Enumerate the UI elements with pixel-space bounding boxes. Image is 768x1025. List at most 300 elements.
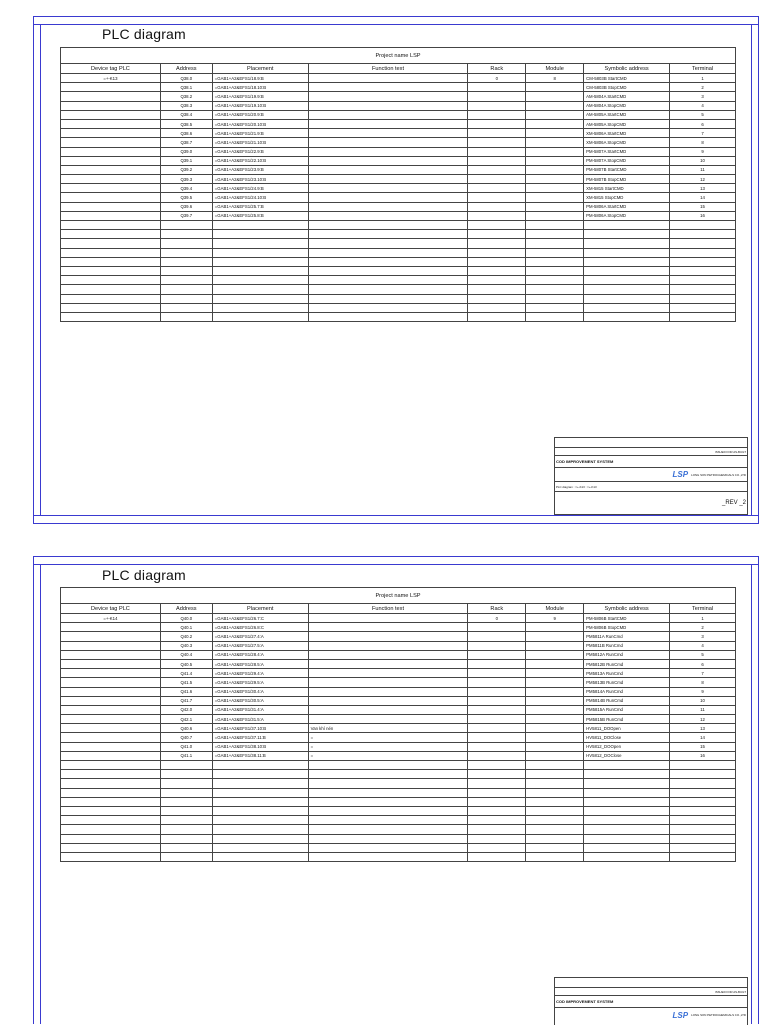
table-cell: [61, 110, 161, 119]
table-cell: [61, 669, 161, 678]
table-cell: 3: [670, 632, 736, 641]
table-cell: [308, 696, 468, 705]
table-cell: [308, 92, 468, 101]
table-cell: 8: [670, 678, 736, 687]
column-header: Function text: [308, 604, 468, 614]
table-cell: Q39.6: [160, 202, 212, 211]
table-row: [61, 669, 736, 678]
table-cell: AM-5804A StopCMD: [584, 101, 670, 110]
table-cell: [468, 138, 526, 147]
table-cell: [308, 147, 468, 156]
table-cell: =GAB1+A2&EFS1/27.4:A: [212, 632, 308, 641]
table-row: [61, 92, 736, 101]
table-cell: Q40.5: [160, 659, 212, 668]
table-cell: PM5813B RunCmd: [584, 678, 670, 687]
table-cell: [61, 147, 161, 156]
table-cell: =GAB1+A2&EFS1/24.9:B: [212, 184, 308, 193]
table-cell: [308, 74, 468, 83]
table-cell: [308, 138, 468, 147]
plc-table: [60, 587, 736, 862]
table-cell: 8: [670, 138, 736, 147]
table-cell: PM-5806B StartCMD: [584, 614, 670, 623]
table-cell: Q41.1: [160, 751, 212, 760]
table-cell: XM-5815 StopCMD: [584, 193, 670, 202]
table-cell: [61, 129, 161, 138]
table-cell: 15: [670, 202, 736, 211]
row-ruler: [34, 24, 41, 516]
table-row: [61, 83, 736, 92]
table-cell: PM5815A RunCmd: [584, 705, 670, 714]
empty-row: [61, 843, 736, 852]
row-ruler: [34, 564, 41, 1024]
table-row: [61, 751, 736, 760]
table-cell: Q38.3: [160, 101, 212, 110]
column-header: Symbolic address: [584, 64, 670, 74]
table-cell: [61, 193, 161, 202]
column-header: Placement: [212, 64, 308, 74]
table-cell: [308, 175, 468, 184]
table-cell: [526, 147, 584, 156]
table-row: [61, 623, 736, 632]
table-cell: =GAB1+A2&EFS1/20.9:B: [212, 110, 308, 119]
column-header: Module: [526, 604, 584, 614]
table-cell: [308, 641, 468, 650]
table-cell: [526, 632, 584, 641]
table-cell: AM-5805A StartCMD: [584, 110, 670, 119]
project-name: Project name LSP: [61, 588, 736, 604]
table-cell: 1: [670, 74, 736, 83]
table-row: [61, 724, 736, 733]
table-cell: [308, 678, 468, 687]
lsp-logo: LSP: [672, 470, 689, 479]
table-cell: =GAB1+A2&EFS1/19.9:B: [212, 92, 308, 101]
table-cell: Q38.6: [160, 129, 212, 138]
table-row: [61, 696, 736, 705]
table-cell: Q38.1: [160, 83, 212, 92]
column-header: Device tag PLC: [61, 604, 161, 614]
table-cell: [526, 184, 584, 193]
table-cell: 6: [670, 119, 736, 128]
table-cell: [526, 165, 584, 174]
table-cell: Q40.4: [160, 650, 212, 659]
table-cell: [526, 733, 584, 742]
table-cell: Q38.4: [160, 110, 212, 119]
table-cell: [308, 165, 468, 174]
table-cell: [468, 669, 526, 678]
table-row: [61, 129, 736, 138]
empty-row: [61, 294, 736, 303]
table-cell: [526, 696, 584, 705]
table-row: [61, 715, 736, 724]
table-cell: [61, 678, 161, 687]
table-cell: HV5811_DOClose: [584, 733, 670, 742]
empty-row: [61, 266, 736, 275]
table-cell: =GAB1+A2&EFS1/31.4:A: [212, 705, 308, 714]
table-cell: Q39.1: [160, 156, 212, 165]
table-cell: [468, 678, 526, 687]
table-cell: 4: [670, 101, 736, 110]
page-title: PLC diagram: [102, 567, 186, 583]
table-cell: =GAB1+A2&EFS1/29.5:A: [212, 678, 308, 687]
table-cell: HV5812_DOOpen: [584, 742, 670, 751]
table-cell: AM-5805A StopCMD: [584, 119, 670, 128]
table-cell: =GAB1+A2&EFS1/38.10:B: [212, 742, 308, 751]
table-row: [61, 678, 736, 687]
table-cell: [468, 705, 526, 714]
table-cell: [61, 184, 161, 193]
table-cell: [468, 101, 526, 110]
empty-row: [61, 303, 736, 312]
table-cell: Q40.2: [160, 632, 212, 641]
table-cell: PM5814B RunCmd: [584, 696, 670, 705]
table-cell: =GAB1+A2&EFS1/25.8:B: [212, 211, 308, 220]
table-cell: [468, 193, 526, 202]
table-cell: =GAB1+A2&EFS1/21.10:B: [212, 138, 308, 147]
table-cell: Q41.0: [160, 742, 212, 751]
table-cell: [61, 733, 161, 742]
table-cell: [526, 101, 584, 110]
table-row: [61, 632, 736, 641]
table-cell: [308, 110, 468, 119]
empty-row: [61, 257, 736, 266]
table-cell: =GAB1+A2&EFS1/24.10:B: [212, 193, 308, 202]
table-cell: [468, 202, 526, 211]
table-cell: 16: [670, 751, 736, 760]
table-cell: [61, 724, 161, 733]
table-row: [61, 202, 736, 211]
table-cell: PM-5807B StartCMD: [584, 165, 670, 174]
table-row: [61, 165, 736, 174]
table-cell: [526, 211, 584, 220]
table-cell: XM-5806A StopCMD: [584, 138, 670, 147]
table-row: [61, 147, 736, 156]
table-cell: [308, 211, 468, 220]
table-cell: PM-5807B StopCMD: [584, 175, 670, 184]
table-cell: =GAB1+A2&EFS1/18.10:B: [212, 83, 308, 92]
table-cell: =GAB1+A2&EFS1/37.11:B: [212, 733, 308, 742]
table-cell: 9: [670, 147, 736, 156]
table-cell: [526, 156, 584, 165]
table-cell: Q41.7: [160, 696, 212, 705]
empty-row: [61, 248, 736, 257]
table-cell: PM5812B RunCmd: [584, 659, 670, 668]
table-cell: 1: [670, 614, 736, 623]
table-row: [61, 101, 736, 110]
table-row: [61, 742, 736, 751]
table-row: [61, 184, 736, 193]
table-cell: [61, 715, 161, 724]
empty-row: [61, 312, 736, 321]
table-cell: Q38.0: [160, 74, 212, 83]
table-cell: [468, 724, 526, 733]
table-cell: [61, 632, 161, 641]
empty-row: [61, 276, 736, 285]
table-row: [61, 614, 736, 623]
table-cell: [468, 92, 526, 101]
system-label: COD IMPROVEMENT SYSTEM: [555, 996, 747, 1008]
table-cell: 12: [670, 175, 736, 184]
table-cell: [468, 696, 526, 705]
table-cell: PM5811A RunCmd: [584, 632, 670, 641]
empty-row: [61, 285, 736, 294]
table-cell: Q40.6: [160, 724, 212, 733]
table-cell: [61, 659, 161, 668]
empty-row: [61, 825, 736, 834]
table-cell: [308, 632, 468, 641]
table-cell: [468, 715, 526, 724]
table-cell: Van khí nén: [308, 724, 468, 733]
table-cell: 2: [670, 83, 736, 92]
table-cell: =: [308, 751, 468, 760]
column-header: Terminal: [670, 64, 736, 74]
table-cell: [526, 83, 584, 92]
table-cell: [468, 687, 526, 696]
table-cell: XM-5815 StartCMD: [584, 184, 670, 193]
table-cell: [468, 659, 526, 668]
table-cell: 13: [670, 184, 736, 193]
table-cell: [526, 687, 584, 696]
table-cell: [61, 165, 161, 174]
table-cell: 0: [468, 614, 526, 623]
table-cell: [526, 110, 584, 119]
table-cell: PM5814A RunCmd: [584, 687, 670, 696]
table-cell: [61, 156, 161, 165]
table-cell: CM-5803B StartCMD: [584, 74, 670, 83]
table-cell: [526, 678, 584, 687]
table-cell: [468, 156, 526, 165]
table-cell: [308, 156, 468, 165]
table-cell: Q40.0: [160, 614, 212, 623]
title-block: [554, 437, 748, 515]
plc-table: [60, 47, 736, 322]
column-ruler: [34, 515, 758, 523]
empty-row: [61, 797, 736, 806]
table-cell: [308, 705, 468, 714]
table-cell: [308, 623, 468, 632]
table-cell: 8: [526, 74, 584, 83]
table-cell: Q42.0: [160, 705, 212, 714]
table-cell: 7: [670, 669, 736, 678]
table-cell: =GAB1+A2&EFS1/28.4:A: [212, 650, 308, 659]
empty-row: [61, 761, 736, 770]
table-cell: =GAB1+A2&EFS1/29.4:A: [212, 669, 308, 678]
table-cell: 16: [670, 211, 736, 220]
page-title: PLC diagram: [102, 26, 186, 42]
table-cell: [61, 92, 161, 101]
table-row: [61, 650, 736, 659]
table-cell: [468, 742, 526, 751]
table-cell: [526, 641, 584, 650]
table-cell: 7: [670, 129, 736, 138]
empty-row: [61, 221, 736, 230]
empty-row: [61, 239, 736, 248]
table-cell: 5: [670, 110, 736, 119]
table-cell: 11: [670, 165, 736, 174]
column-header: Function text: [308, 64, 468, 74]
table-cell: Q40.3: [160, 641, 212, 650]
table-row: [61, 119, 736, 128]
table-cell: PM-5806A StartCMD: [584, 202, 670, 211]
table-cell: [61, 742, 161, 751]
column-ruler: [34, 17, 758, 25]
system-label: COD IMPROVEMENT SYSTEM: [555, 456, 747, 468]
table-cell: [308, 119, 468, 128]
table-cell: [308, 650, 468, 659]
table-cell: [526, 175, 584, 184]
table-cell: [526, 650, 584, 659]
table-cell: [526, 659, 584, 668]
table-cell: [308, 129, 468, 138]
table-cell: 3: [670, 92, 736, 101]
table-cell: Q39.7: [160, 211, 212, 220]
table-cell: Q41.4: [160, 669, 212, 678]
table-cell: =GAB1+A2&EFS1/21.9:B: [212, 129, 308, 138]
table-cell: Q38.5: [160, 119, 212, 128]
table-cell: =GAB1+A2&EFS1/25.7:B: [212, 202, 308, 211]
table-cell: =GAB1+A2&EFS1/28.5:A: [212, 659, 308, 668]
table-cell: [308, 193, 468, 202]
row-ruler: [751, 24, 758, 516]
table-cell: 15: [670, 742, 736, 751]
table-row: [61, 175, 736, 184]
table-row: [61, 138, 736, 147]
table-cell: [308, 202, 468, 211]
table-cell: [526, 705, 584, 714]
table-cell: 13: [670, 724, 736, 733]
table-cell: [526, 129, 584, 138]
table-cell: [308, 687, 468, 696]
table-cell: [468, 632, 526, 641]
table-cell: [61, 751, 161, 760]
table-cell: Q40.1: [160, 623, 212, 632]
table-cell: [468, 165, 526, 174]
table-cell: [308, 614, 468, 623]
drawing-sheet-2: [33, 556, 759, 1024]
table-cell: [526, 724, 584, 733]
table-cell: [308, 669, 468, 678]
table-cell: Q38.7: [160, 138, 212, 147]
table-cell: Q39.2: [160, 165, 212, 174]
table-cell: [61, 623, 161, 632]
table-cell: 14: [670, 733, 736, 742]
table-cell: [61, 641, 161, 650]
table-cell: [61, 175, 161, 184]
row-ruler: [751, 564, 758, 1024]
table-row: [61, 193, 736, 202]
table-cell: [61, 202, 161, 211]
table-cell: 9: [526, 614, 584, 623]
table-cell: PM5811B RunCmd: [584, 641, 670, 650]
table-cell: 14: [670, 193, 736, 202]
table-row: [61, 74, 736, 83]
table-cell: 12: [670, 715, 736, 724]
table-cell: =+-K13: [61, 74, 161, 83]
column-header: Rack: [468, 64, 526, 74]
table-row: [61, 641, 736, 650]
empty-row: [61, 852, 736, 861]
table-cell: Q41.5: [160, 678, 212, 687]
table-cell: 6: [670, 659, 736, 668]
column-ruler: [34, 557, 758, 565]
table-cell: =GAB1+A2&EFS1/26.7:C: [212, 614, 308, 623]
table-cell: =GAB1+A2&EFS1/30.5:A: [212, 696, 308, 705]
table-cell: [308, 659, 468, 668]
table-cell: [61, 211, 161, 220]
table-cell: [61, 138, 161, 147]
table-cell: =GAB1+A2&EFS1/20.10:B: [212, 119, 308, 128]
table-cell: XM-5806A StartCMD: [584, 129, 670, 138]
table-cell: HV5811_DOOpen: [584, 724, 670, 733]
table-row: [61, 156, 736, 165]
table-cell: [468, 650, 526, 659]
table-cell: [308, 184, 468, 193]
table-cell: =GAB1+A2&EFS1/22.9:B: [212, 147, 308, 156]
table-cell: 10: [670, 696, 736, 705]
table-cell: [468, 641, 526, 650]
table-cell: =GAB1+A2&EFS1/19.10:B: [212, 101, 308, 110]
issue-status: ISSUED FOR AS-BUILT: [555, 988, 747, 996]
revision-label: _REV _2: [721, 500, 746, 506]
table-cell: [526, 669, 584, 678]
table-cell: [468, 623, 526, 632]
table-cell: 9: [670, 687, 736, 696]
table-cell: =: [308, 733, 468, 742]
table-cell: [468, 751, 526, 760]
table-cell: =GAB1+A2&EFS1/23.9:B: [212, 165, 308, 174]
drawing-sheet-1: [33, 16, 759, 524]
empty-row: [61, 834, 736, 843]
company-name: LONG SON PETROCHEMICALS CO.,LTD: [691, 472, 746, 477]
table-cell: =: [308, 742, 468, 751]
column-header: Module: [526, 64, 584, 74]
table-cell: 5: [670, 650, 736, 659]
table-cell: =GAB1+A2&EFS1/31.5:A: [212, 715, 308, 724]
table-cell: Q40.7: [160, 733, 212, 742]
column-header: Address: [160, 604, 212, 614]
table-cell: [468, 110, 526, 119]
table-cell: [468, 147, 526, 156]
table-cell: [526, 751, 584, 760]
table-cell: AM-5804A StartCMD: [584, 92, 670, 101]
table-cell: PM-5806A StopCMD: [584, 211, 670, 220]
table-cell: PM-5806B StopCMD: [584, 623, 670, 632]
table-cell: [468, 211, 526, 220]
table-row: [61, 110, 736, 119]
empty-row: [61, 770, 736, 779]
table-cell: Q39.5: [160, 193, 212, 202]
table-cell: =GAB1+A2&EFS1/38.11:B: [212, 751, 308, 760]
table-row: [61, 705, 736, 714]
table-cell: [526, 202, 584, 211]
table-cell: [468, 184, 526, 193]
title-block: [554, 977, 748, 1025]
table-cell: PM-5807A StopCMD: [584, 156, 670, 165]
table-cell: Q38.2: [160, 92, 212, 101]
table-cell: [468, 83, 526, 92]
table-cell: =GAB1+A2&EFS1/37.10:B: [212, 724, 308, 733]
table-cell: [61, 83, 161, 92]
table-cell: [526, 193, 584, 202]
table-cell: [61, 687, 161, 696]
table-cell: [526, 138, 584, 147]
table-cell: [61, 119, 161, 128]
table-cell: [468, 733, 526, 742]
table-cell: Q39.4: [160, 184, 212, 193]
table-cell: =GAB1+A2&EFS1/26.8:C: [212, 623, 308, 632]
table-cell: [308, 83, 468, 92]
table-cell: =GAB1+A2&EFS1/27.5:A: [212, 641, 308, 650]
table-cell: PM5813A RunCmd: [584, 669, 670, 678]
